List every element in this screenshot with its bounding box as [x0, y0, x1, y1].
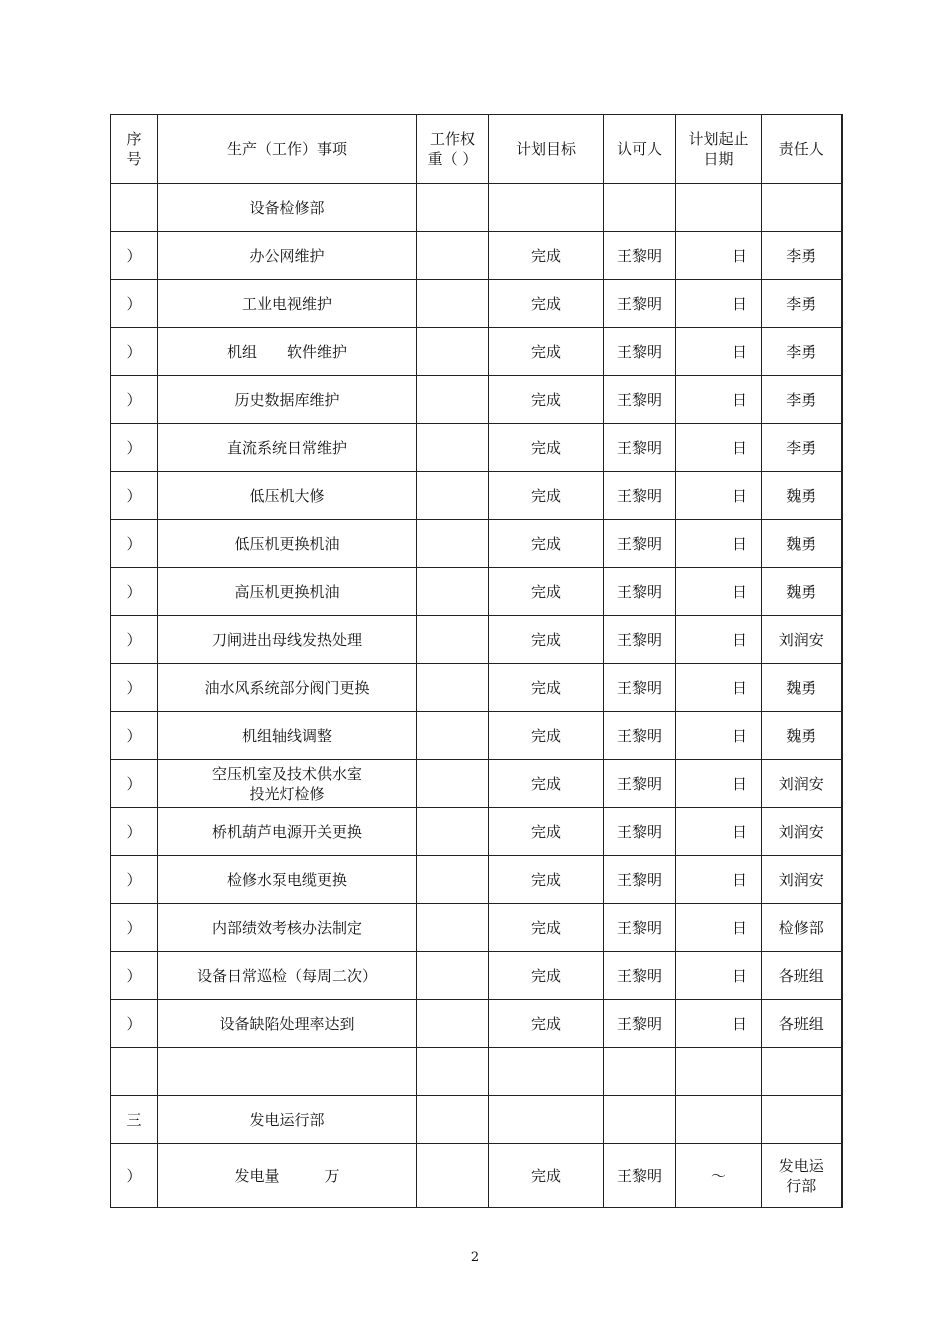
table-row: [111, 904, 842, 952]
cell-weight: [417, 904, 489, 952]
page-number: 2: [470, 1250, 480, 1265]
cell-weight: [417, 952, 489, 1000]
cell-approver: 王黎明: [604, 328, 676, 376]
table-row: [111, 1000, 842, 1048]
cell-date: 日: [676, 616, 762, 664]
cell-seq: ）: [111, 664, 158, 712]
cell-item: 油水风系统部分阀门更换: [158, 664, 417, 712]
cell-item: 检修水泵电缆更换: [158, 856, 417, 904]
cell-seq: ）: [111, 616, 158, 664]
cell-seq: ）: [111, 280, 158, 328]
cell-seq: ）: [111, 1144, 158, 1208]
table-row: [111, 664, 842, 712]
cell-weight: [417, 568, 489, 616]
cell-approver: 王黎明: [604, 952, 676, 1000]
cell-owner: 检修部: [762, 904, 842, 952]
cell-target: 完成: [489, 1000, 604, 1048]
cell-approver: 王黎明: [604, 856, 676, 904]
cell-date: [676, 1096, 762, 1144]
cell-owner: 刘润安: [762, 808, 842, 856]
cell-date: 日: [676, 568, 762, 616]
cell-seq: ）: [111, 952, 158, 1000]
cell-approver: 王黎明: [604, 520, 676, 568]
cell-weight: [417, 424, 489, 472]
cell-seq: ）: [111, 376, 158, 424]
cell-target: 完成: [489, 856, 604, 904]
cell-weight: [417, 616, 489, 664]
cell-seq: ）: [111, 472, 158, 520]
cell-item: 直流系统日常维护: [158, 424, 417, 472]
table-row: [111, 1048, 842, 1096]
cell-seq: ）: [111, 520, 158, 568]
cell-target: 完成: [489, 472, 604, 520]
cell-seq: ）: [111, 568, 158, 616]
cell-date: 日: [676, 904, 762, 952]
header-item: 生产（工作）事项: [158, 115, 417, 184]
cell-target: 完成: [489, 616, 604, 664]
cell-item: 工业电视维护: [158, 280, 417, 328]
cell-owner: 李勇: [762, 376, 842, 424]
table-row: [111, 616, 842, 664]
cell-owner: 刘润安: [762, 856, 842, 904]
cell-owner: 李勇: [762, 232, 842, 280]
table-row: [111, 280, 842, 328]
cell-approver: 王黎明: [604, 712, 676, 760]
cell-approver: [604, 1096, 676, 1144]
table-row: [111, 568, 842, 616]
cell-owner: [762, 1048, 842, 1096]
cell-weight: [417, 232, 489, 280]
cell-owner: 李勇: [762, 328, 842, 376]
cell-date: 日: [676, 808, 762, 856]
cell-seq: ）: [111, 232, 158, 280]
cell-weight: [417, 184, 489, 232]
cell-weight: [417, 760, 489, 808]
cell-approver: 王黎明: [604, 616, 676, 664]
cell-approver: 王黎明: [604, 760, 676, 808]
cell-item: 刀闸进出母线发热处理: [158, 616, 417, 664]
cell-item: 机组轴线调整: [158, 712, 417, 760]
cell-approver: 王黎明: [604, 808, 676, 856]
cell-target: 完成: [489, 424, 604, 472]
cell-item: 发电运行部: [158, 1096, 417, 1144]
cell-date: 日: [676, 232, 762, 280]
cell-item: 办公网维护: [158, 232, 417, 280]
cell-seq: ）: [111, 808, 158, 856]
cell-date: 日: [676, 856, 762, 904]
table-row: [111, 424, 842, 472]
cell-owner: 各班组: [762, 952, 842, 1000]
cell-approver: [604, 1048, 676, 1096]
cell-approver: 王黎明: [604, 472, 676, 520]
cell-weight: [417, 856, 489, 904]
cell-target: 完成: [489, 232, 604, 280]
cell-owner: 魏勇: [762, 520, 842, 568]
table-row: [111, 232, 842, 280]
table-row: [111, 712, 842, 760]
cell-date: 日: [676, 952, 762, 1000]
cell-target: 完成: [489, 760, 604, 808]
cell-item: 低压机更换机油: [158, 520, 417, 568]
cell-target: 完成: [489, 1144, 604, 1208]
cell-date: [676, 1048, 762, 1096]
cell-target: 完成: [489, 904, 604, 952]
cell-approver: [604, 184, 676, 232]
table-row: [111, 472, 842, 520]
cell-target: [489, 1048, 604, 1096]
table-header-row: [111, 115, 842, 184]
cell-date: [676, 184, 762, 232]
header-target: 计划目标: [489, 115, 604, 184]
cell-seq: 三: [111, 1096, 158, 1144]
table-row: [111, 520, 842, 568]
cell-owner: [762, 184, 842, 232]
cell-owner: 李勇: [762, 424, 842, 472]
cell-target: 完成: [489, 568, 604, 616]
cell-item: 高压机更换机油: [158, 568, 417, 616]
cell-seq: ）: [111, 712, 158, 760]
cell-target: 完成: [489, 280, 604, 328]
cell-seq: ）: [111, 424, 158, 472]
cell-date: 日: [676, 376, 762, 424]
cell-seq: ）: [111, 760, 158, 808]
cell-approver: 王黎明: [604, 424, 676, 472]
cell-owner: 各班组: [762, 1000, 842, 1048]
cell-target: 完成: [489, 328, 604, 376]
cell-seq: ）: [111, 904, 158, 952]
cell-weight: [417, 664, 489, 712]
cell-weight: [417, 328, 489, 376]
cell-weight: [417, 472, 489, 520]
cell-target: 完成: [489, 712, 604, 760]
cell-item: 机组 软件维护: [158, 328, 417, 376]
cell-item: 历史数据库维护: [158, 376, 417, 424]
table-row: [111, 328, 842, 376]
cell-weight: [417, 1144, 489, 1208]
table-row: [111, 760, 842, 808]
cell-weight: [417, 1000, 489, 1048]
cell-date: 日: [676, 424, 762, 472]
cell-seq: ）: [111, 328, 158, 376]
cell-target: 完成: [489, 952, 604, 1000]
table-row: [111, 1144, 842, 1208]
cell-date: 日: [676, 1000, 762, 1048]
cell-owner: 魏勇: [762, 568, 842, 616]
header-owner: 责任人: [762, 115, 842, 184]
cell-item: 设备缺陷处理率达到: [158, 1000, 417, 1048]
header-weight: 工作权 重（ ）: [417, 115, 489, 184]
cell-item: 设备检修部: [158, 184, 417, 232]
cell-approver: 王黎明: [604, 1000, 676, 1048]
cell-weight: [417, 520, 489, 568]
cell-date: 日: [676, 664, 762, 712]
cell-date: ～: [676, 1144, 762, 1208]
cell-owner: 魏勇: [762, 472, 842, 520]
cell-item: 桥机葫芦电源开关更换: [158, 808, 417, 856]
cell-seq: ）: [111, 856, 158, 904]
cell-weight: [417, 712, 489, 760]
cell-target: 完成: [489, 808, 604, 856]
header-seq: 序 号: [111, 115, 158, 184]
cell-item: 内部绩效考核办法制定: [158, 904, 417, 952]
cell-approver: 王黎明: [604, 232, 676, 280]
cell-item: [158, 1048, 417, 1096]
cell-owner: 魏勇: [762, 664, 842, 712]
cell-owner: 刘润安: [762, 760, 842, 808]
cell-owner: [762, 1096, 842, 1144]
cell-approver: 王黎明: [604, 1144, 676, 1208]
cell-date: 日: [676, 280, 762, 328]
cell-approver: 王黎明: [604, 376, 676, 424]
cell-item: 发电量 万: [158, 1144, 417, 1208]
table-row: [111, 856, 842, 904]
cell-target: [489, 1096, 604, 1144]
table-row: [111, 376, 842, 424]
cell-owner: 刘润安: [762, 616, 842, 664]
cell-approver: 王黎明: [604, 280, 676, 328]
cell-date: 日: [676, 328, 762, 376]
cell-approver: 王黎明: [604, 664, 676, 712]
cell-approver: 王黎明: [604, 568, 676, 616]
cell-seq: ）: [111, 1000, 158, 1048]
cell-target: 完成: [489, 664, 604, 712]
table-row: [111, 184, 842, 232]
cell-date: 日: [676, 520, 762, 568]
cell-item: 低压机大修: [158, 472, 417, 520]
cell-target: 完成: [489, 520, 604, 568]
cell-approver: 王黎明: [604, 904, 676, 952]
cell-target: 完成: [489, 376, 604, 424]
cell-item: 设备日常巡检（每周二次）: [158, 952, 417, 1000]
header-approver: 认可人: [604, 115, 676, 184]
cell-owner: 李勇: [762, 280, 842, 328]
cell-weight: [417, 1096, 489, 1144]
cell-seq: [111, 1048, 158, 1096]
cell-owner: 发电运 行部: [762, 1144, 842, 1208]
table-row: [111, 808, 842, 856]
cell-date: 日: [676, 712, 762, 760]
cell-seq: [111, 184, 158, 232]
cell-weight: [417, 376, 489, 424]
cell-target: [489, 184, 604, 232]
cell-date: 日: [676, 472, 762, 520]
cell-weight: [417, 280, 489, 328]
cell-weight: [417, 1048, 489, 1096]
work-plan-table: [110, 114, 843, 1208]
cell-date: 日: [676, 760, 762, 808]
header-dates: 计划起止 日期: [676, 115, 762, 184]
cell-weight: [417, 808, 489, 856]
table-row: [111, 952, 842, 1000]
table-row: [111, 1096, 842, 1144]
cell-owner: 魏勇: [762, 712, 842, 760]
cell-item: 空压机室及技术供水室 投光灯检修: [158, 760, 417, 808]
